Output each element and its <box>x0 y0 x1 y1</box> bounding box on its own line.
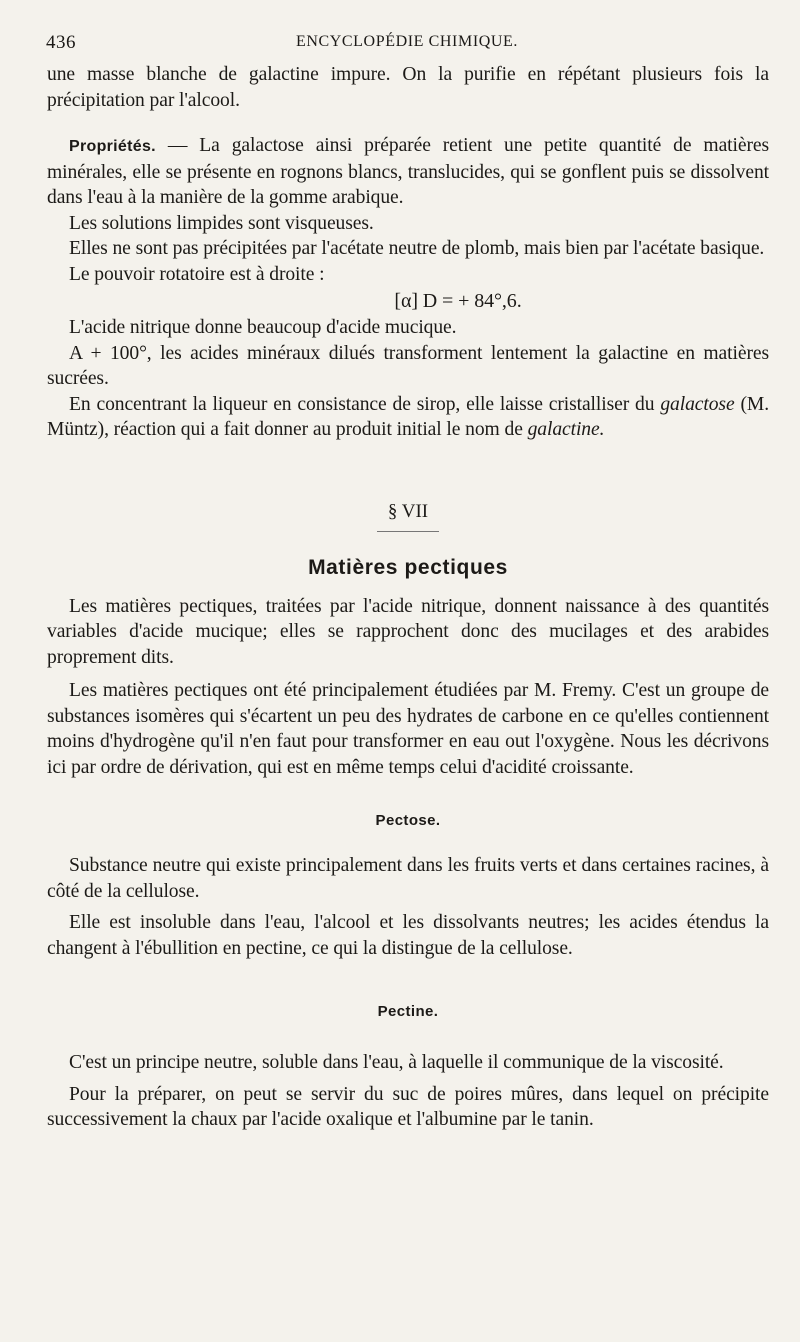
paragraph: Les matières pectiques, traitées par l'acide nitrique, donnent naissance à des quantités variables d'acide mucique; elles se rapprochent donc des mucilages et des arabides proprement dits. <box>47 595 769 668</box>
page-body <box>47 62 769 1133</box>
section-heading: Matières pectiques <box>308 555 508 579</box>
paragraph-text: — La galactose ainsi préparée retient une petite quantité de matières minérales, elle se présente en rognons blancs, translucides, qui se gonflent puis se dissolvent dans l'eau à la manière de la gomme arabique. <box>47 135 769 208</box>
paragraph: Elles ne sont pas précipitées par l'acétate neutre de plomb, mais bien par l'acétate basique. <box>69 238 765 259</box>
subheading-pectose: Pectose. <box>375 812 441 829</box>
paragraph: une masse blanche de galactine impure. On la purifie en répétant plusieurs fois la précipitation par l'alcool. <box>47 64 769 111</box>
rotation-formula: [α] D = + 84°,6. <box>394 290 522 312</box>
paragraph: A + 100°, les acides minéraux dilués transforment lentement la galactine en matières sucrées. <box>47 342 769 389</box>
italic-term: galactine. <box>527 419 605 440</box>
paragraph-text: (M. Müntz), réaction qui a fait donner au produit initial le nom de <box>47 393 769 440</box>
page-header <box>46 30 768 56</box>
paragraph: Pour la préparer, on peut se servir du suc de poires mûres, dans lequel on précipite successivement la chaux par l'acide oxalique et l'albumine par le tanin. <box>47 1083 769 1130</box>
paragraph: C'est un principe neutre, soluble dans l'eau, à laquelle il communique de la viscosité. <box>69 1052 724 1073</box>
paragraph: L'acide nitrique donne beaucoup d'acide mucique. <box>69 317 457 338</box>
paragraph: Les solutions limpides sont visqueuses. <box>69 212 374 234</box>
paragraph-proprietes <box>47 133 769 211</box>
paragraph: Elle est insoluble dans l'eau, l'alcool et les dissolvants neutres; les acides étendus la changent à l'ébullition en pectine, ce qui la distingue de la cellulose. <box>47 912 769 959</box>
subheading-pectine: Pectine. <box>377 1003 439 1020</box>
section-number: § VII <box>387 500 429 522</box>
running-title: ENCYCLOPÉDIE CHIMIQUE. <box>295 33 519 50</box>
paragraph-galactose <box>47 392 769 443</box>
italic-term: galactose <box>660 393 735 415</box>
page-number: 436 <box>46 32 76 53</box>
paragraph-text: En concentrant la liqueur en consistance de sirop, elle laisse cristalliser du <box>69 393 661 415</box>
paragraph-lead: Propriétés. <box>69 138 156 155</box>
paragraph: Les matières pectiques ont été principalement étudiées par M. Fremy. C'est un groupe de substances isomères qui s'écartent un peu des hydrates de carbone en ce qu'elles contiennent moins d'hydrogène qu'il n'en faut pour transformer en eau out l'oxygène. Nous les décrivons ici par ordre de dérivation, qui est en même temps celui d'acidité croissante. <box>47 680 769 778</box>
paragraph: Le pouvoir rotatoire est à droite : <box>69 263 325 285</box>
paragraph: Substance neutre qui existe principalement dans les fruits verts et dans certaines racines, à côté de la cellulose. <box>47 855 769 902</box>
